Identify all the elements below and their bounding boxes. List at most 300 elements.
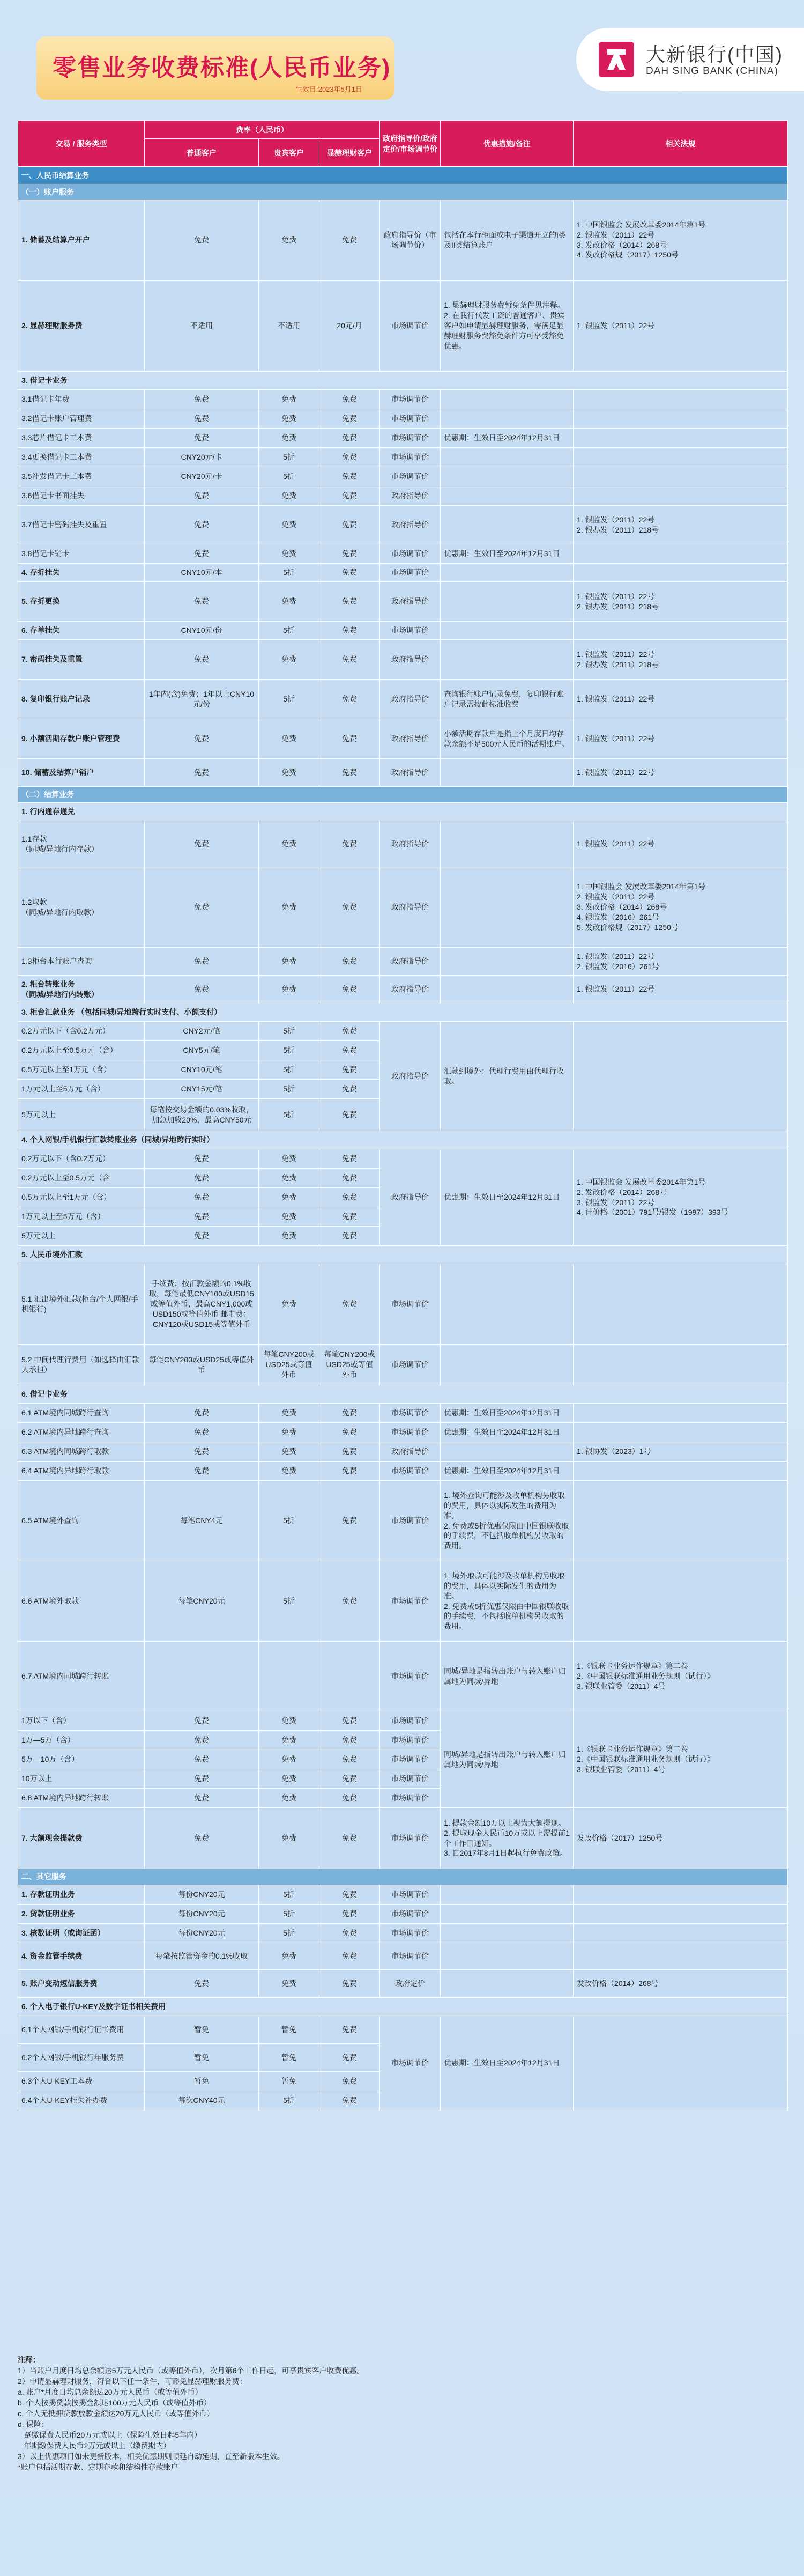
service-name: 1. 存款证明业务 <box>18 1885 145 1905</box>
fee-regular: 免费 <box>145 1731 259 1750</box>
price-type: 市场调节价 <box>380 1789 441 1808</box>
fee-premier: 免费 <box>319 1080 380 1099</box>
service-name: 3.3芯片借记卡工本费 <box>18 429 145 448</box>
price-type: 政府指导价 <box>380 759 441 787</box>
fee-vip: 5折 <box>259 1924 319 1943</box>
logo-text-cn: 大新银行(中国) <box>646 43 783 65</box>
fee-premier: 免费 <box>319 1885 380 1905</box>
fee-regular: 免费 <box>145 640 259 680</box>
table-row <box>18 1022 788 1041</box>
table-row <box>18 1561 788 1642</box>
table-row <box>18 1711 788 1731</box>
regulation <box>574 544 788 564</box>
fee-vip: 免费 <box>259 1789 319 1808</box>
subsection-title: 二、其它服务 <box>18 1869 788 1885</box>
table-row <box>18 719 788 759</box>
fee-vip: 免费 <box>259 1731 319 1750</box>
service-name: 0.2万元以下（含0.2万元） <box>18 1022 145 1041</box>
fee-regular: 每笔CNY20元 <box>145 1561 259 1642</box>
price-type: 政府指导价 <box>380 719 441 759</box>
table-row <box>18 948 788 976</box>
price-type: 市场调节价 <box>380 1885 441 1905</box>
price-type: 市场调节价 <box>380 1264 441 1345</box>
fee-premier: 免费 <box>319 564 380 582</box>
table-row <box>18 544 788 564</box>
fee-premier: 免费 <box>319 1711 380 1731</box>
service-name: 6.1个人网银/手机银行证书费用 <box>18 2016 145 2044</box>
table-row <box>18 1149 788 1169</box>
fee-regular: 免费 <box>145 1404 259 1423</box>
price-type: 市场调节价 <box>380 1423 441 1442</box>
price-type: 市场调节价 <box>380 281 441 372</box>
page-header <box>0 0 804 110</box>
fee-vip: 免费 <box>259 1808 319 1869</box>
remark <box>441 1924 574 1943</box>
table-row <box>18 281 788 372</box>
fee-table-wrapper <box>18 120 787 2110</box>
regulation: 1. 中国银监会 发展改革委2014年第1号 2. 银监发（2011）22号 3. 发改价格（2014）268号 4. 银监发（2016）261号 5. 发改价格规（2017）1250号 <box>574 867 788 948</box>
fee-regular: CNY5元/笔 <box>145 1041 259 1060</box>
price-type: 政府指导价（市场调节价） <box>380 200 441 281</box>
regulation <box>574 448 788 467</box>
regulation <box>574 1423 788 1442</box>
price-type: 市场调节价 <box>380 564 441 582</box>
fee-regular: 不适用 <box>145 281 259 372</box>
table-row <box>18 1943 788 1970</box>
regulation: 1. 中国银监会 发展改革委2014年第1号 2. 银监发（2011）22号 3. 发改价格（2014）268号 4. 发改价格规（2017）1250号 <box>574 200 788 281</box>
fee-vip: 5折 <box>259 1885 319 1905</box>
fee-premier: 免费 <box>319 582 380 622</box>
service-name: 6.2 ATM境内异地跨行查询 <box>18 1423 145 1442</box>
regulation: 发改价格（2014）268号 <box>574 1970 788 1998</box>
fee-vip: 5折 <box>259 1041 319 1060</box>
remark: 同城/异地是指转出账户与转入账户归属地为同城/异地 <box>441 1711 574 1808</box>
service-name: 7. 大额现金提款费 <box>18 1808 145 1869</box>
remark <box>441 467 574 486</box>
service-name: 6.2个人网银/手机银行年服务费 <box>18 2044 145 2072</box>
remark: 1. 境外取款可能涉及收单机构另收取的费用，具体以实际发生的费用为准。 2. 免费或5折优惠仅限由中国银联收取的手续费，不包括收单机构另收取的费用。 <box>441 1561 574 1642</box>
service-name: 6.3个人U-KEY工本费 <box>18 2072 145 2091</box>
price-type: 市场调节价 <box>380 1345 441 1385</box>
subsection-row <box>18 787 788 803</box>
fee-regular: 每次CNY40元 <box>145 2091 259 2110</box>
regulation: 1. 银监发（2011）22号 2. 银办发（2011）218号 <box>574 506 788 544</box>
regulation: 1. 银协发（2023）1号 <box>574 1442 788 1462</box>
price-type: 市场调节价 <box>380 467 441 486</box>
table-row <box>18 486 788 506</box>
service-name: 1万元以上至5万元（含） <box>18 1207 145 1227</box>
price-type: 市场调节价 <box>380 1924 441 1943</box>
fee-vip: 5折 <box>259 1099 319 1131</box>
fee-regular: 每笔CNY200或USD25或等值外币 <box>145 1345 259 1385</box>
fee-premier: 免费 <box>319 1442 380 1462</box>
fee-premier: 免费 <box>319 1169 380 1188</box>
fee-premier: 免费 <box>319 544 380 564</box>
price-type: 市场调节价 <box>380 1561 441 1642</box>
remark: 优惠期：生效日至2024年12月31日 <box>441 2016 574 2110</box>
remark <box>441 948 574 976</box>
service-name: 2. 贷款证明业务 <box>18 1905 145 1924</box>
subsection-row <box>18 1869 788 1885</box>
service-name: 5万元以上 <box>18 1227 145 1246</box>
service-name: 0.2万元以上至0.5万元（含 <box>18 1169 145 1188</box>
note-line: a. 账户*月度日均总余额达20万元人民币（或等值外币） <box>18 2388 203 2396</box>
notes <box>18 2354 787 2472</box>
col-fee-group: 费率（人民币） <box>145 121 380 139</box>
note-line: *账户包括活期存款、定期存款和结构性存款账户 <box>18 2463 178 2471</box>
service-name: 4. 存折挂失 <box>18 564 145 582</box>
fee-vip: 5折 <box>259 467 319 486</box>
service-name: 2. 显赫理财服务费 <box>18 281 145 372</box>
fee-premier: 免费 <box>319 409 380 429</box>
remark <box>441 1905 574 1924</box>
fee-premier: 每笔CNY200或USD25或等值外币 <box>319 1345 380 1385</box>
price-type: 政府指导价 <box>380 506 441 544</box>
price-type: 市场调节价 <box>380 544 441 564</box>
table-row <box>18 821 788 867</box>
remark <box>441 976 574 1003</box>
regulation: 1.《银联卡业务运作规章》第二卷 2.《中国银联标准通用业务规则（试行）》 3. 银联业管委（2011）4号 <box>574 1642 788 1711</box>
remark: 查询银行账户记录免费，复印银行账户记录需按此标准收费 <box>441 680 574 719</box>
fee-premier: 免费 <box>319 1561 380 1642</box>
service-name: 1万以下（含） <box>18 1711 145 1731</box>
price-type: 市场调节价 <box>380 1642 441 1711</box>
remark: 小额活期存款户是指上个月度日均存款余额不足500元人民币的活期账户。 <box>441 719 574 759</box>
table-row <box>18 1345 788 1385</box>
fee-regular: 免费 <box>145 1789 259 1808</box>
table-row <box>18 429 788 448</box>
group-title: 4. 个人网银/手机银行汇款转账业务（同城/异地跨行实时） <box>18 1131 788 1149</box>
dah-sing-logo-icon <box>599 42 634 77</box>
fee-premier: 免费 <box>319 448 380 467</box>
fee-regular: 暂免 <box>145 2016 259 2044</box>
price-type: 市场调节价 <box>380 1769 441 1789</box>
remark <box>441 564 574 582</box>
table-row <box>18 506 788 544</box>
col-regular: 普通客户 <box>145 139 259 167</box>
fee-premier: 免费 <box>319 680 380 719</box>
table-row <box>18 564 788 582</box>
fee-regular: 免费 <box>145 759 259 787</box>
table-row <box>18 1970 788 1998</box>
remark: 1. 境外查询可能涉及收单机构另收取的费用，具体以实际发生的费用为准。 2. 免费或5折优惠仅限由中国银联收取的手续费，不包括收单机构另收取的费用。 <box>441 1481 574 1561</box>
price-type: 市场调节价 <box>380 1750 441 1769</box>
service-name: 0.2万元以下（含0.2万元） <box>18 1149 145 1169</box>
fee-premier: 免费 <box>319 1404 380 1423</box>
remark <box>441 1442 574 1462</box>
price-type: 市场调节价 <box>380 1905 441 1924</box>
remark <box>441 622 574 640</box>
fee-vip: 免费 <box>259 867 319 948</box>
col-premier: 显赫理财客户 <box>319 139 380 167</box>
fee-vip: 5折 <box>259 1561 319 1642</box>
fee-premier: 免费 <box>319 2091 380 2110</box>
fee-premier: 免费 <box>319 1808 380 1869</box>
fee-vip: 5折 <box>259 1022 319 1041</box>
fee-vip: 免费 <box>259 506 319 544</box>
service-name: 8. 复印银行账户记录 <box>18 680 145 719</box>
service-name: 9. 小额活期存款户账户管理费 <box>18 719 145 759</box>
fee-regular: CNY10元/份 <box>145 622 259 640</box>
fee-vip: 免费 <box>259 200 319 281</box>
fee-vip: 免费 <box>259 1943 319 1970</box>
service-name: 1.2取款 （同城/异地行内取款） <box>18 867 145 948</box>
table-row <box>18 1481 788 1561</box>
regulation <box>574 1481 788 1561</box>
fee-premier: 免费 <box>319 976 380 1003</box>
fee-vip: 免费 <box>259 1404 319 1423</box>
fee-vip: 免费 <box>259 1970 319 1998</box>
fee-vip: 不适用 <box>259 281 319 372</box>
fee-regular: 免费 <box>145 1808 259 1869</box>
fee-vip: 每笔CNY200或USD25或等值外币 <box>259 1345 319 1385</box>
fee-regular: 每份CNY20元 <box>145 1905 259 1924</box>
regulation: 1. 银监发（2011）22号 2. 银监发（2016）261号 <box>574 948 788 976</box>
remark <box>441 867 574 948</box>
remark <box>441 640 574 680</box>
price-type: 政府指导价 <box>380 948 441 976</box>
fee-premier: 免费 <box>319 1227 380 1246</box>
remark <box>441 448 574 467</box>
fee-vip: 免费 <box>259 1769 319 1789</box>
table-row <box>18 1462 788 1481</box>
fee-regular: 免费 <box>145 821 259 867</box>
fee-regular: 暂免 <box>145 2072 259 2091</box>
fee-vip: 免费 <box>259 1169 319 1188</box>
remark <box>441 390 574 409</box>
remark: 优惠期：生效日至2024年12月31日 <box>441 429 574 448</box>
fee-regular: 免费 <box>145 1169 259 1188</box>
fee-premier: 20元/月 <box>319 281 380 372</box>
fee-premier: 免费 <box>319 719 380 759</box>
remark <box>441 409 574 429</box>
remark: 优惠期：生效日至2024年12月31日 <box>441 1149 574 1246</box>
table-row <box>18 1442 788 1462</box>
service-name: 1.3柜台本行账户查询 <box>18 948 145 976</box>
fee-premier: 免费 <box>319 486 380 506</box>
fee-premier: 免费 <box>319 1769 380 1789</box>
price-type: 市场调节价 <box>380 1711 441 1731</box>
group-title: 5. 人民币境外汇款 <box>18 1246 788 1264</box>
regulation <box>574 1924 788 1943</box>
price-type: 政府指导价 <box>380 1149 441 1246</box>
service-name: 5.1 汇出境外汇款(柜台/个人网银/手机银行) <box>18 1264 145 1345</box>
table-row <box>18 1404 788 1423</box>
remark: 优惠期：生效日至2024年12月31日 <box>441 1462 574 1481</box>
remark <box>441 506 574 544</box>
col-price-type: 政府指导价/政府定价/市场调节价 <box>380 121 441 167</box>
fee-vip: 暂免 <box>259 2016 319 2044</box>
note-line: b. 个人按揭贷款按揭金额达100万元人民币（或等值外币） <box>18 2398 211 2407</box>
fee-vip: 免费 <box>259 1227 319 1246</box>
fee-vip: 免费 <box>259 409 319 429</box>
service-name: 6.1 ATM境内同城跨行查询 <box>18 1404 145 1423</box>
fee-regular: CNY10元/本 <box>145 564 259 582</box>
fee-regular: 免费 <box>145 1227 259 1246</box>
service-name: 0.2万元以上至0.5万元（含） <box>18 1041 145 1060</box>
service-name: 3.8借记卡销卡 <box>18 544 145 564</box>
table-row <box>18 2016 788 2044</box>
price-type: 政府指导价 <box>380 1022 441 1131</box>
remark: 汇款到境外：代理行费用由代理行收取。 <box>441 1022 574 1131</box>
price-type: 市场调节价 <box>380 1462 441 1481</box>
service-name: 10. 储蓄及结算户销户 <box>18 759 145 787</box>
remark <box>441 1885 574 1905</box>
fee-premier: 免费 <box>319 1731 380 1750</box>
remark: 1. 提款金额10万以上视为大额提现。 2. 提取现金人民币10万或以上需提前1个工作日通知。 3. 自2017年8月1日起执行免费政策。 <box>441 1808 574 1869</box>
table-group-row <box>18 372 788 390</box>
fee-regular: 免费 <box>145 390 259 409</box>
fee-regular: 免费 <box>145 1188 259 1207</box>
fee-premier: 免费 <box>319 200 380 281</box>
service-name: 3. 核数证明（或询证函） <box>18 1924 145 1943</box>
fee-regular: 免费 <box>145 486 259 506</box>
service-name: 5万元以上 <box>18 1099 145 1131</box>
fee-vip: 免费 <box>259 1207 319 1227</box>
fee-premier: 免费 <box>319 1041 380 1060</box>
note-line: 趸缴保费人民币20万元或以上（保险生效日起5年内） <box>18 2431 202 2439</box>
regulation: 发改价格（2017）1250号 <box>574 1808 788 1869</box>
fee-regular: CNY10元/笔 <box>145 1060 259 1080</box>
fee-vip: 5折 <box>259 1060 319 1080</box>
bank-logo <box>576 28 804 91</box>
fee-vip: 暂免 <box>259 2072 319 2091</box>
table-row <box>18 1423 788 1442</box>
fee-regular <box>145 1642 259 1711</box>
regulation <box>574 1905 788 1924</box>
regulation <box>574 622 788 640</box>
fee-premier: 免费 <box>319 2044 380 2072</box>
fee-premier: 免费 <box>319 506 380 544</box>
regulation <box>574 2016 788 2110</box>
fee-regular: CNY20元/卡 <box>145 448 259 467</box>
remark <box>441 582 574 622</box>
regulation: 1. 银监发（2011）22号 2. 银办发（2011）218号 <box>574 640 788 680</box>
service-name: 5. 存折更换 <box>18 582 145 622</box>
regulation <box>574 409 788 429</box>
regulation <box>574 1345 788 1385</box>
price-type: 政府指导价 <box>380 640 441 680</box>
table-row <box>18 640 788 680</box>
page-title: 零售业务收费标准(人民币业务) <box>53 55 391 81</box>
fee-premier: 免费 <box>319 622 380 640</box>
price-type: 市场调节价 <box>380 1808 441 1869</box>
table-group-row <box>18 1131 788 1149</box>
service-name: 1. 储蓄及结算户开户 <box>18 200 145 281</box>
service-name: 6.4个人U-KEY挂失补办费 <box>18 2091 145 2110</box>
fee-premier: 免费 <box>319 1060 380 1080</box>
table-row <box>18 867 788 948</box>
note-line: 2）申请显赫理财服务，符合以下任一条件，可豁免显赫理财服务费： <box>18 2377 247 2386</box>
fee-regular: 手续费：按汇款金额的0.1%收取，每笔最低CNY100或USD15或等值外币，最高CNY1,000或USD150或等值外币 邮电费：CNY120或USD15或等值外币 <box>145 1264 259 1345</box>
table-row <box>18 1808 788 1869</box>
remark <box>441 1943 574 1970</box>
table-group-row <box>18 1003 788 1022</box>
fee-premier: 免费 <box>319 1207 380 1227</box>
fee-vip: 免费 <box>259 759 319 787</box>
fee-regular: 免费 <box>145 506 259 544</box>
service-name: 3.2借记卡账户管理费 <box>18 409 145 429</box>
table-group-row <box>18 1385 788 1404</box>
fee-premier: 免费 <box>319 1264 380 1345</box>
price-type: 市场调节价 <box>380 1481 441 1561</box>
remark <box>441 821 574 867</box>
fee-premier: 免费 <box>319 1188 380 1207</box>
fee-premier: 免费 <box>319 1481 380 1561</box>
table-row <box>18 1264 788 1345</box>
service-name: 1.1存款 （同城/异地行内存款） <box>18 821 145 867</box>
table-row <box>18 622 788 640</box>
group-title: 6. 个人电子银行U-KEY及数字证书相关费用 <box>18 1998 788 2016</box>
service-name: 6.3 ATM境内同城跨行取款 <box>18 1442 145 1462</box>
group-title: 3. 柜台汇款业务 （包括同城/异地跨行实时支付、小额支付） <box>18 1003 788 1022</box>
remark <box>441 759 574 787</box>
service-name: 2. 柜台转账业务 （同城/异地行内转账） <box>18 976 145 1003</box>
price-type: 市场调节价 <box>380 448 441 467</box>
service-name: 5.2 中间代理行费用（如选择由汇款人承担） <box>18 1345 145 1385</box>
regulation: 1.《银联卡业务运作规章》第二卷 2.《中国银联标准通用业务规则（试行）》 3. 银联业管委（2011）4号 <box>574 1711 788 1808</box>
note-line: 1）当账户月度日均总余额达5万元人民币（或等值外币），次月第6个工作日起，可享贵宾客户收费优惠。 <box>18 2366 364 2375</box>
regulation <box>574 1561 788 1642</box>
fee-regular: 免费 <box>145 200 259 281</box>
remark: 优惠期：生效日至2024年12月31日 <box>441 1423 574 1442</box>
regulation: 1. 银监发（2011）22号 <box>574 281 788 372</box>
table-row <box>18 467 788 486</box>
table-row <box>18 1885 788 1905</box>
subsection-title: （一）账户服务 <box>18 184 788 200</box>
service-name: 0.5万元以上至1万元（含） <box>18 1060 145 1080</box>
regulation: 1. 银监发（2011）22号 <box>574 719 788 759</box>
fee-premier: 免费 <box>319 759 380 787</box>
service-name: 6.7 ATM境内同城跨行转账 <box>18 1642 145 1711</box>
fee-regular: CNY20元/卡 <box>145 467 259 486</box>
fee-regular: 免费 <box>145 719 259 759</box>
fee-vip: 5折 <box>259 448 319 467</box>
price-type: 政府指导价 <box>380 486 441 506</box>
fee-regular: 免费 <box>145 948 259 976</box>
fee-regular: 1年内(含)免费；1年以上CNY10元/份 <box>145 680 259 719</box>
fee-premier: 免费 <box>319 1750 380 1769</box>
regulation <box>574 1264 788 1345</box>
remark: 优惠期：生效日至2024年12月31日 <box>441 544 574 564</box>
price-type: 政府指导价 <box>380 821 441 867</box>
regulation: 1. 银监发（2011）22号 <box>574 821 788 867</box>
group-title: 6. 借记卡业务 <box>18 1385 788 1404</box>
fee-vip: 免费 <box>259 976 319 1003</box>
fee-premier: 免费 <box>319 429 380 448</box>
fee-premier: 免费 <box>319 1099 380 1131</box>
note-line: 3）以上优惠项目如未更新版本，相关优惠期则顺延自动延期，直至新版本生效。 <box>18 2452 285 2461</box>
fee-premier: 免费 <box>319 2016 380 2044</box>
fee-premier: 免费 <box>319 1423 380 1442</box>
fee-regular: 每笔按监管资金的0.1%收取 <box>145 1943 259 1970</box>
service-name: 5万—10万（含） <box>18 1750 145 1769</box>
remark: 1. 显赫理财服务费暂免条件见注释。 2. 在我行代发工资的普通客户、贵宾客户如申请显赫理财服务，需满足显赫理财服务费豁免条件方可享受豁免优惠。 <box>441 281 574 372</box>
remark <box>441 1345 574 1385</box>
note-line: 年期缴保费人民币2万元或以上（缴费期内） <box>18 2441 171 2450</box>
price-type: 市场调节价 <box>380 1731 441 1750</box>
fee-vip: 免费 <box>259 719 319 759</box>
fee-vip: 5折 <box>259 564 319 582</box>
fee-premier: 免费 <box>319 2072 380 2091</box>
fee-premier: 免费 <box>319 867 380 948</box>
regulation: 1. 银监发（2011）22号 <box>574 759 788 787</box>
title-banner <box>36 36 394 100</box>
fee-premier: 免费 <box>319 640 380 680</box>
remark <box>441 1264 574 1345</box>
fee-premier: 免费 <box>319 1149 380 1169</box>
fee-vip: 5折 <box>259 1905 319 1924</box>
